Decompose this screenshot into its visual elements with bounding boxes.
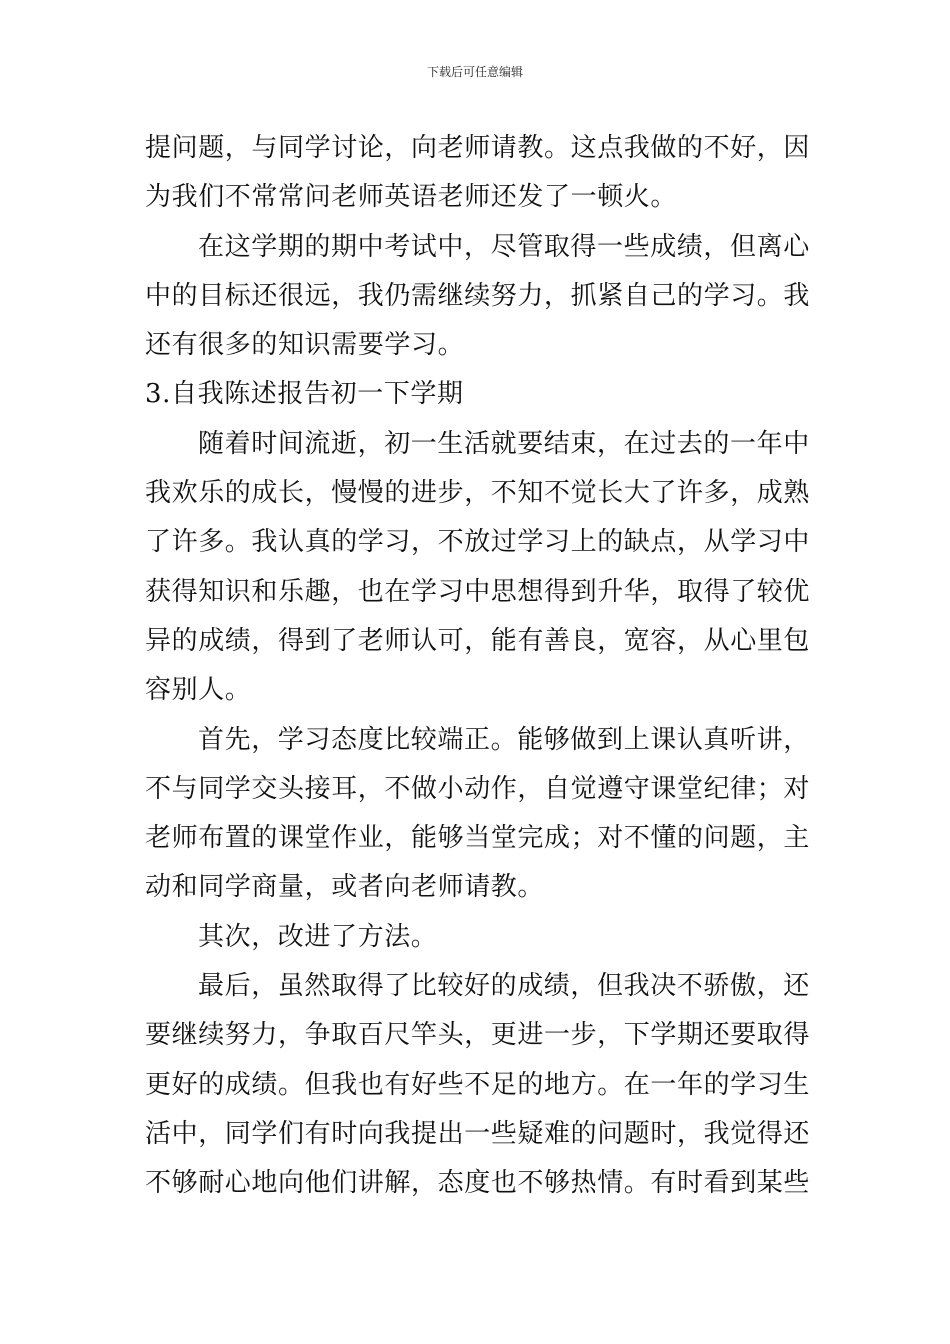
paragraph-start-line: 随着时间流逝，初一生活就要结束，在过去的一年中 bbox=[198, 428, 810, 459]
paragraph-start-line: 在这学期的期中考试中，尽管取得一些成绩，但离心 bbox=[198, 231, 810, 262]
text-line: 中的目标还很远，我仍需继续努力，抓紧自己的学习。我 bbox=[145, 280, 811, 311]
text-line: 了许多。我认真的学习，不放过学习上的缺点，从学习中 bbox=[145, 527, 811, 558]
text-line: 容别人。 bbox=[145, 675, 252, 706]
text-line: 更好的成绩。但我也有好些不足的地方。在一年的学习生 bbox=[145, 1069, 811, 1100]
paragraph-start-line: 最后，虽然取得了比较好的成绩，但我决不骄傲，还 bbox=[198, 971, 810, 1002]
header-note: 下载后可任意编辑 bbox=[426, 65, 523, 79]
text-line: 不与同学交头接耳，不做小动作，自觉遵守课堂纪律；对 bbox=[145, 773, 811, 804]
text-line: 获得知识和乐趣，也在学习中思想得到升华，取得了较优 bbox=[145, 576, 811, 607]
text-line: 我欢乐的成长，慢慢的进步，不知不觉长大了许多，成熟 bbox=[145, 478, 811, 509]
text-line: 要继续努力，争取百尺竿头，更进一步，下学期还要取得 bbox=[145, 1020, 811, 1051]
text-line: 为我们不常常问老师英语老师还发了一顿火。 bbox=[145, 182, 678, 213]
section-heading: 3.自我陈述报告初一下学期 bbox=[145, 379, 464, 410]
text-line: 不够耐心地向他们讲解，态度也不够热情。有时看到某些 bbox=[145, 1168, 811, 1199]
text-line: 提问题，与同学讨论，向老师请教。这点我做的不好，因 bbox=[145, 133, 811, 163]
text-line: 动和同学商量，或者向老师请教。 bbox=[145, 872, 545, 903]
text-line: 异的成绩，得到了老师认可，能有善良，宽容，从心里包 bbox=[145, 625, 811, 656]
document-body bbox=[145, 124, 811, 1209]
paragraph-start-line: 其次，改进了方法。 bbox=[198, 921, 438, 952]
text-line: 活中，同学们有时向我提出一些疑难的问题时，我觉得还 bbox=[145, 1118, 811, 1149]
text-line: 还有很多的知识需要学习。 bbox=[145, 330, 465, 361]
text-line: 老师布置的课堂作业，能够当堂完成；对不懂的问题，主 bbox=[145, 823, 811, 854]
paragraph-start-line: 首先，学习态度比较端正。能够做到上课认真听讲， bbox=[198, 724, 810, 755]
